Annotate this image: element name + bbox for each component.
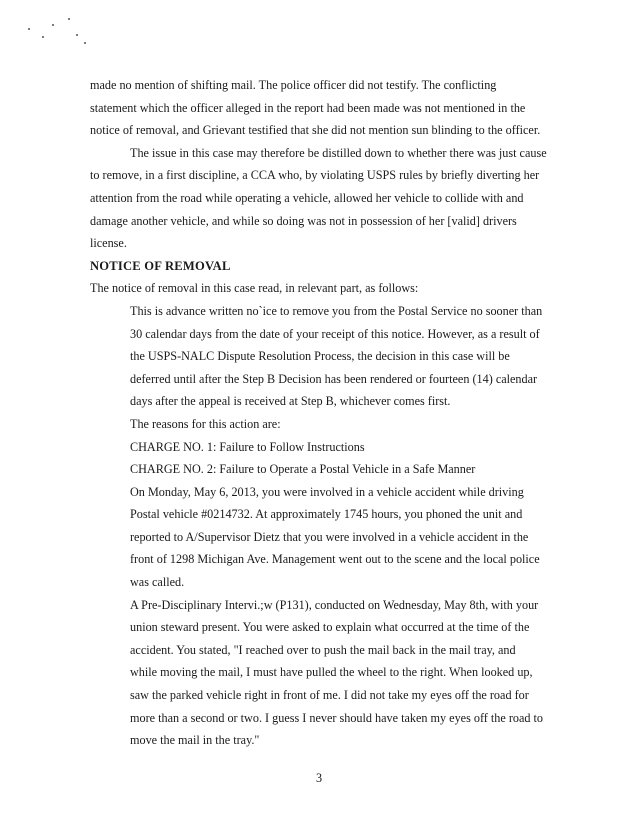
text-line: The reasons for this action are:: [130, 416, 281, 431]
text-line: move the mail in the tray.": [130, 733, 260, 748]
text-line: statement which the officer alleged in the report had been made was not mentioned in the: [90, 100, 526, 115]
text-line: more than a second or two. I guess I never should have taken my eyes off the road to: [130, 710, 544, 725]
text-line: The notice of removal in this case read, in relevant part, as follows:: [90, 281, 419, 296]
scan-specks: [28, 14, 98, 54]
document-body: [90, 74, 570, 752]
text-line: the USPS-NALC Dispute Resolution Process, the decision in this case will be: [130, 349, 510, 364]
scan-speck: [42, 36, 44, 38]
text-line: accident. You stated, "I reached over to push the mail back in the mail tray, and: [130, 642, 516, 657]
text-line: while moving the mail, I must have pulled the wheel to the right. When looked up,: [130, 665, 533, 680]
text-line: union steward present. You were asked to explain what occurred at the time of the: [130, 620, 530, 635]
text-line: reported to A/Supervisor Dietz that you were involved in a vehicle accident in the: [130, 529, 529, 544]
text-line: license.: [90, 236, 127, 251]
scan-speck: [84, 42, 86, 44]
text-line: days after the appeal is received at Step B, whichever comes first.: [130, 394, 451, 409]
text-line: CHARGE NO. 1: Failure to Follow Instructions: [130, 439, 365, 454]
text-line: Postal vehicle #0214732. At approximately 1745 hours, you phoned the unit and: [130, 507, 523, 522]
text-line: made no mention of shifting mail. The police officer did not testify. The conflicting: [90, 78, 497, 92]
text-line: CHARGE NO. 2: Failure to Operate a Postal Vehicle in a Safe Manner: [130, 462, 476, 477]
page-number: 3: [315, 771, 323, 785]
text-line: front of 1298 Michigan Ave. Management went out to the scene and the local police: [130, 552, 540, 567]
text-line: The issue in this case may therefore be distilled down to whether there was just cause: [130, 145, 547, 160]
scan-speck: [52, 24, 54, 26]
text-line: 30 calendar days from the date of your receipt of this notice. However, as a result of: [130, 326, 540, 341]
text-line: damage another vehicle, and while so doing was not in possession of her [valid] drivers: [90, 213, 517, 228]
text-line: deferred until after the Step B Decision has been rendered or fourteen (14) calendar: [130, 371, 538, 386]
scan-speck: [28, 28, 30, 30]
text-line: saw the parked vehicle right in front of me. I did not take my eyes off the road for: [130, 688, 529, 703]
section-heading: NOTICE OF REMOVAL: [90, 258, 231, 273]
text-line: to remove, in a first discipline, a CCA who, by violating USPS rules by briefly diverting her: [90, 168, 540, 183]
text-line: notice of removal, and Grievant testified that she did not mention sun blinding to the officer.: [90, 123, 541, 138]
text-line: On Monday, May 6, 2013, you were involved in a vehicle accident while driving: [130, 484, 524, 499]
scan-speck: [68, 18, 70, 20]
text-line: attention from the road while operating a vehicle, allowed her vehicle to collide with and: [90, 190, 524, 205]
text-line: was called.: [130, 575, 185, 590]
text-line: A Pre-Disciplinary Intervi.;w (P131), conducted on Wednesday, May 8th, with your: [130, 597, 539, 612]
scan-speck: [76, 34, 78, 36]
text-line: This is advance written no`ice to remove you from the Postal Service no sooner than: [130, 303, 543, 318]
